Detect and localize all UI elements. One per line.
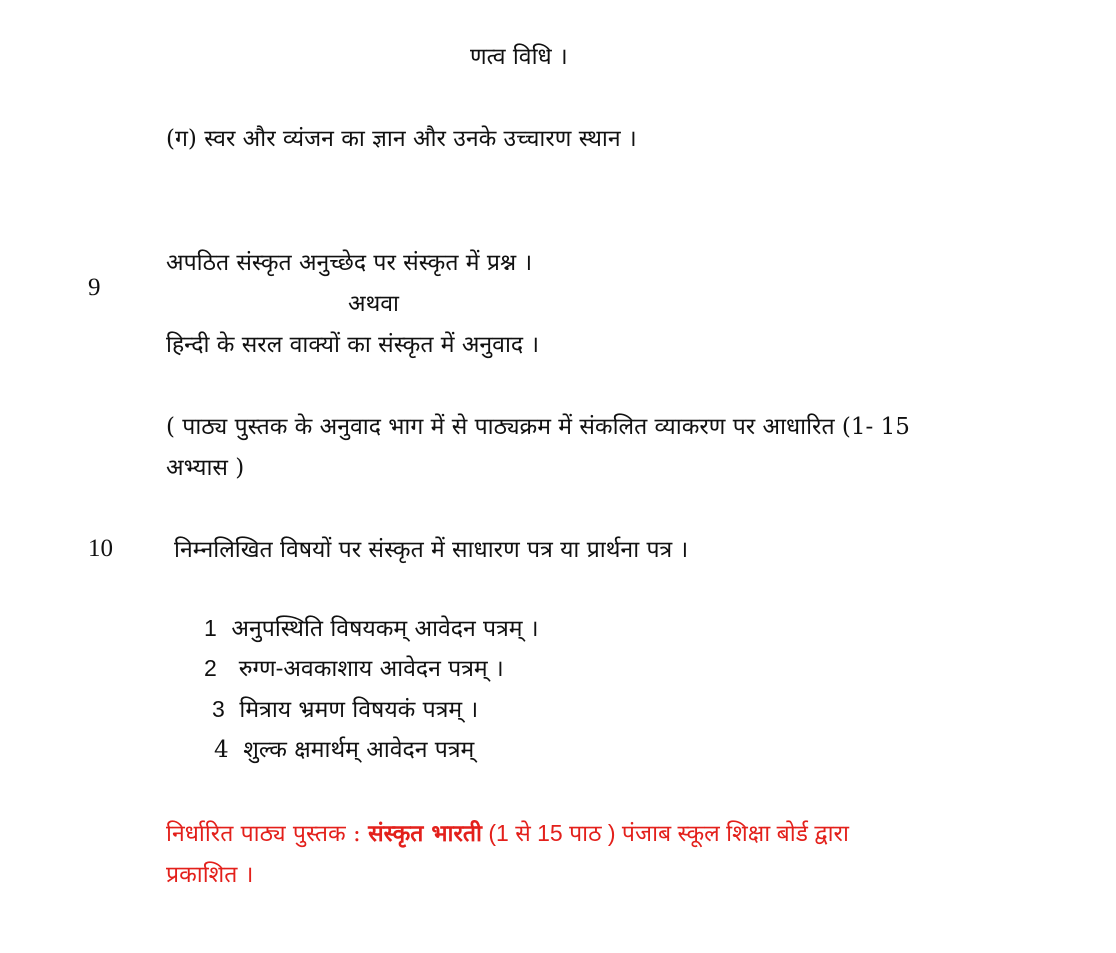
list-item: [214, 735, 474, 765]
q9-line-1: अपठित संस्कृत अनुच्छेद पर संस्कृत में प्रश्न ।: [166, 250, 533, 276]
list-item-text: रुग्ण-अवकाशाय आवेदन पत्रम् ।: [238, 656, 504, 682]
q9-or: अथवा: [348, 291, 400, 317]
list-item-number: 4: [214, 737, 229, 763]
textbook-line-1: [166, 818, 849, 849]
textbook-prefix: निर्धारित पाठ्य पुस्तक :: [166, 821, 369, 847]
list-item: [204, 613, 539, 644]
list-item-number: 1: [204, 615, 217, 641]
list-item-text: मित्राय भ्रमण विषयकं पत्रम् ।: [239, 697, 479, 723]
list-item-number: 2: [204, 655, 217, 681]
list-item-text: शुल्क क्षमार्थम् आवेदन पत्रम्: [243, 737, 475, 763]
section-header: णत्व विधि ।: [470, 44, 568, 70]
textbook-line-2: प्रकाशित ।: [166, 862, 254, 888]
question-number-9: 9: [88, 274, 101, 301]
q10-heading: निम्नलिखित विषयों पर संस्कृत में साधारण पत्र या प्रार्थना पत्र ।: [174, 537, 689, 563]
textbook-title: संस्कृत भारती: [368, 820, 482, 847]
item-g: (ग) स्वर और व्यंजन का ज्ञान और उनके उच्चारण स्थान ।: [166, 126, 637, 152]
list-item: [204, 653, 504, 684]
list-item-text: अनुपस्थिति विषयकम् आवेदन पत्रम् ।: [231, 616, 539, 642]
list-item-number: 3: [212, 696, 225, 722]
list-item: [212, 694, 478, 725]
textbook-suffix: (1 से 15 पाठ ) पंजाब स्कूल शिक्षा बोर्ड द्वारा: [481, 820, 849, 846]
q9-note-line-2: अभ्यास ): [166, 455, 245, 481]
q9-note-line-1: ( पाठ्य पुस्तक के अनुवाद भाग में से पाठ्यक्रम में संकलित व्याकरण पर आधारित (1- 15: [166, 414, 910, 440]
question-number-10: 10: [88, 535, 113, 562]
q9-line-2: हिन्दी के सरल वाक्यों का संस्कृत में अनुवाद ।: [166, 332, 540, 358]
